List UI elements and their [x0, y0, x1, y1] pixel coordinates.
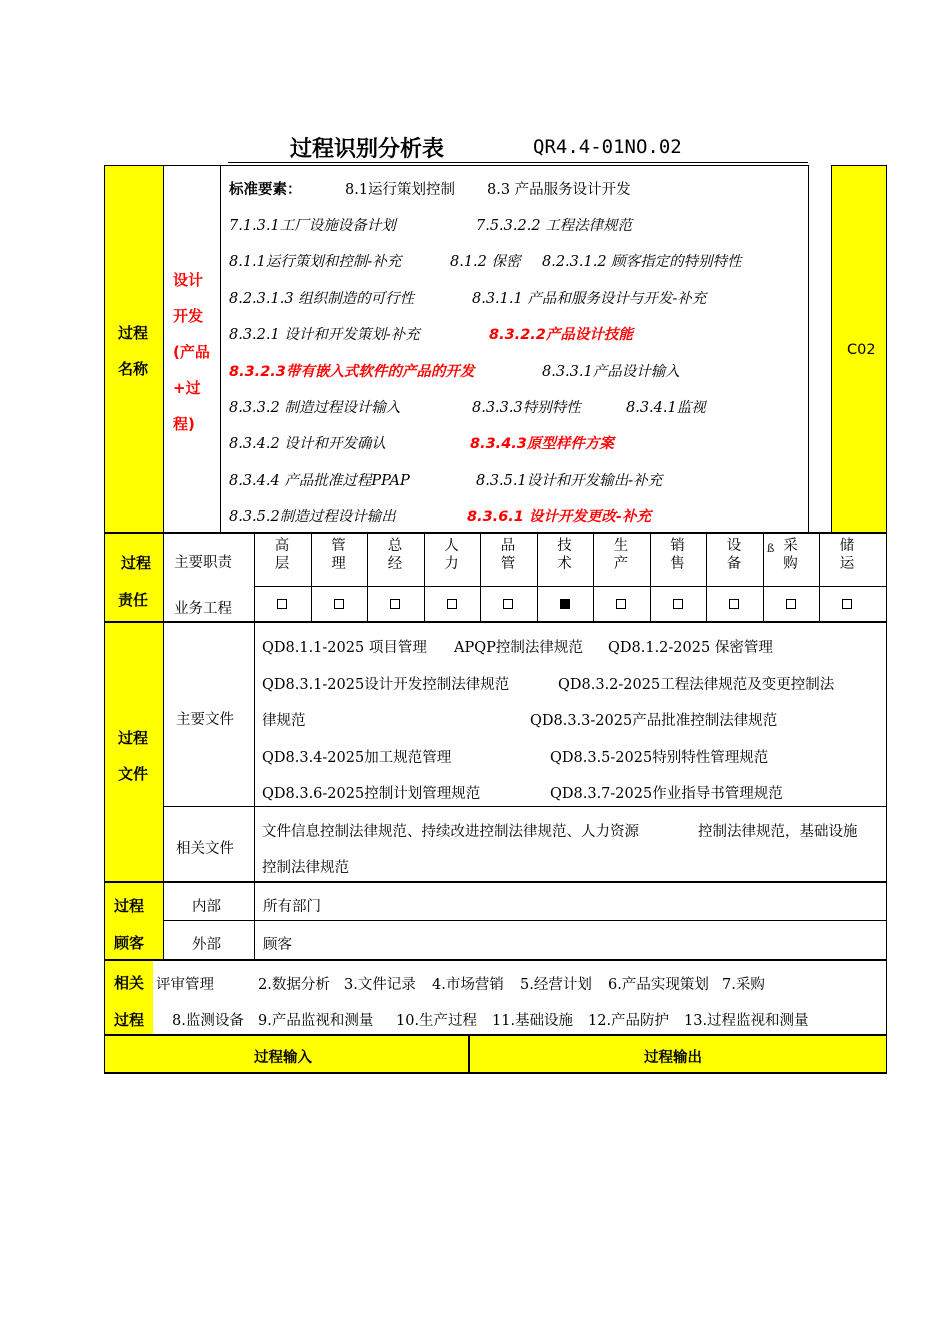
document-entry: QD8.3.4-2025加工规范管理 — [262, 749, 452, 766]
related-process-item: 9.产品监视和测量 — [258, 1013, 374, 1029]
process-name-label-1: 过程 — [118, 324, 149, 342]
document-entry: QD8.3.2-2025工程法律规范及变更控制法 — [558, 676, 835, 693]
standard-element: 8.3.4.2 设计和开发确认 — [229, 436, 386, 453]
external-value: 顾客 — [263, 937, 292, 953]
department-name: 层 — [274, 556, 290, 572]
process-input-label: 过程输入 — [254, 1050, 312, 1066]
business-engineering-label: 业务工程 — [174, 601, 232, 617]
customers-label-2: 顾客 — [114, 934, 145, 952]
related-process-item: 10.生产过程 — [396, 1013, 478, 1029]
process-name-text: (产品 — [173, 343, 210, 361]
department-name: 管 — [331, 538, 346, 554]
department-name: 术 — [557, 556, 572, 572]
document-entry: QD8.3.6-2025控制计划管理规范 — [262, 786, 481, 802]
department-name: 总 — [387, 538, 403, 554]
department-name: 备 — [726, 556, 742, 572]
department-name: 运 — [839, 556, 855, 572]
standard-element: 8.3.2.2产品设计技能 — [489, 327, 633, 344]
documents-label-cell — [105, 623, 163, 881]
title-underline — [228, 162, 808, 163]
process-name-label-cell — [104, 166, 163, 532]
standard-element: 8.2.3.1.2 顾客指定的特别特性 — [542, 254, 742, 271]
column-divider — [311, 534, 312, 622]
related-process-item: 评审管理 — [156, 977, 214, 993]
standard-element: 8.2.3.1.3 组织制造的可行性 — [229, 290, 415, 307]
checkbox-icon — [503, 599, 513, 609]
department-name: 生 — [613, 538, 629, 554]
column-divider — [593, 534, 594, 622]
checkbox-icon — [786, 599, 796, 609]
internal-label: 内部 — [192, 899, 221, 915]
form-code: QR4.4-01NO.02 — [533, 136, 682, 158]
documents-label-1: 过程 — [118, 729, 149, 747]
document-entry: 文件信息控制法律规范、持续改进控制法律规范、人力资源 — [262, 824, 639, 840]
related-process-item: 2.数据分析 — [258, 977, 330, 993]
department-name: 储 — [839, 538, 855, 554]
process-code: C02 — [847, 342, 876, 358]
main-documents-label: 主要文件 — [176, 712, 234, 728]
checkbox-icon — [842, 599, 852, 609]
checkbox-icon — [390, 599, 400, 609]
standard-element: 8.3.2.3带有嵌入式软件的产品的开发 — [229, 363, 475, 380]
related-process-item: 13.过程监视和测量 — [684, 1013, 809, 1029]
stray-mark: ß — [767, 542, 775, 555]
document-entry: 控制法律规范 — [262, 860, 349, 876]
checkbox-icon — [729, 599, 739, 609]
page-title: 过程识别分析表 — [290, 137, 445, 162]
standard-element: 8.3.6.1 设计开发更改-补充 — [467, 509, 651, 526]
department-name: 技 — [557, 538, 572, 554]
related-process-item: 4.市场营销 — [432, 977, 504, 993]
column-divider — [367, 534, 368, 622]
customers-label-1: 过程 — [114, 897, 145, 915]
column-divider — [480, 534, 481, 622]
standard-element: 8.3.3.3特别特性 — [472, 400, 581, 416]
process-name-label-2: 名称 — [118, 360, 149, 378]
process-name-text: 设计 — [173, 271, 204, 289]
standard-element: 8.3.2.1 设计和开发策划-补充 — [229, 327, 420, 344]
checkbox-icon — [673, 599, 683, 609]
related-process-item: 12.产品防护 — [588, 1013, 670, 1029]
responsibility-label-2: 责任 — [118, 591, 149, 609]
responsibility-label-1: 过程 — [121, 554, 152, 572]
department-name: 购 — [783, 556, 798, 572]
standard-element: 8.3.4.4 产品批准过程PPAP — [229, 472, 410, 489]
standard-element: 8.3 产品服务设计开发 — [487, 182, 631, 198]
standard-element: 8.3.4.3原型样件方案 — [470, 436, 614, 453]
column-divider — [706, 534, 707, 622]
related-process-label-2: 过程 — [114, 1011, 145, 1029]
standard-element: 8.3.1.1 产品和服务设计与开发-补充 — [472, 290, 707, 307]
department-name: 管 — [500, 556, 516, 572]
department-name: 理 — [331, 556, 346, 572]
department-name: 高 — [274, 538, 290, 554]
column-divider — [650, 534, 651, 622]
column-divider — [254, 534, 255, 622]
related-process-item: 7.采购 — [722, 977, 765, 993]
department-name: 经 — [387, 556, 403, 572]
department-name: 销 — [670, 538, 685, 554]
related-process-label-1: 相关 — [114, 974, 145, 992]
checkbox-icon — [334, 599, 344, 609]
standard-element: 8.3.3.2 制造过程设计输入 — [229, 400, 401, 416]
related-process-item: 3.文件记录 — [344, 977, 416, 993]
document-entry: QD8.3.7-2025作业指导书管理规范 — [550, 786, 783, 802]
internal-value: 所有部门 — [263, 899, 321, 915]
standard-element: 8.3.3.1产品设计输入 — [542, 363, 680, 380]
related-process-item: 11.基础设施 — [492, 1013, 574, 1029]
standard-element: 7.5.3.2.2 工程法律规范 — [476, 218, 633, 234]
process-output-label: 过程输出 — [644, 1050, 702, 1066]
document-entry: 控制法律规范，基础设施 — [698, 824, 858, 840]
document-entry: QD8.3.1-2025设计开发控制法律规范 — [262, 676, 510, 693]
column-divider — [537, 534, 538, 622]
standard-element: 8.1.1运行策划和控制-补充 — [229, 254, 402, 271]
related-process-item: 5.经营计划 — [520, 977, 592, 993]
checkbox-icon — [277, 599, 287, 609]
external-label: 外部 — [192, 937, 221, 953]
standard-element: 8.3.5.2制造过程设计输出 — [229, 509, 396, 526]
column-divider — [763, 534, 764, 622]
standard-element: 8.1运行策划控制 — [345, 182, 456, 198]
department-name: 采 — [783, 538, 798, 554]
document-entry: QD8.3.5-2025特别特性管理规范 — [550, 749, 769, 766]
document-entry: QD8.3.3-2025产品批准控制法律规范 — [530, 713, 778, 729]
department-name: 力 — [444, 556, 459, 572]
department-name: 设 — [726, 538, 742, 554]
related-process-item: 8.监测设备 — [172, 1013, 244, 1029]
column-divider — [819, 534, 820, 622]
document-entry: QD8.1.2-2025 保密管理 — [608, 640, 773, 656]
document-entry: APQP控制法律规范 — [454, 640, 583, 656]
department-name: 产 — [613, 556, 629, 572]
standard-elements-label: 标准要素： — [229, 182, 302, 198]
standard-element: 8.3.5.1设计和开发输出-补充 — [476, 472, 663, 489]
column-divider — [424, 534, 425, 622]
checkbox-icon — [616, 599, 626, 609]
document-entry: 律规范 — [262, 713, 306, 729]
department-name: 品 — [500, 538, 516, 554]
documents-label-2: 文件 — [118, 765, 149, 783]
department-name: 人 — [444, 538, 459, 554]
checkbox-icon — [560, 599, 570, 609]
process-name-text: 程) — [173, 415, 195, 433]
related-process-item: 6.产品实现策划 — [608, 977, 709, 993]
checkbox-icon — [447, 599, 457, 609]
main-duty-label: 主要职责 — [174, 555, 232, 571]
process-name-text: +过 — [173, 379, 201, 397]
standard-element: 8.1.2 保密 — [450, 254, 521, 271]
process-name-text: 开发 — [173, 307, 204, 325]
standard-element: 7.1.3.1工厂设施设备计划 — [229, 218, 396, 234]
standard-element: 8.3.4.1监视 — [626, 400, 706, 416]
department-name: 售 — [670, 556, 685, 572]
related-documents-label: 相关文件 — [176, 841, 234, 857]
document-entry: QD8.1.1-2025 项目管理 — [262, 640, 427, 656]
